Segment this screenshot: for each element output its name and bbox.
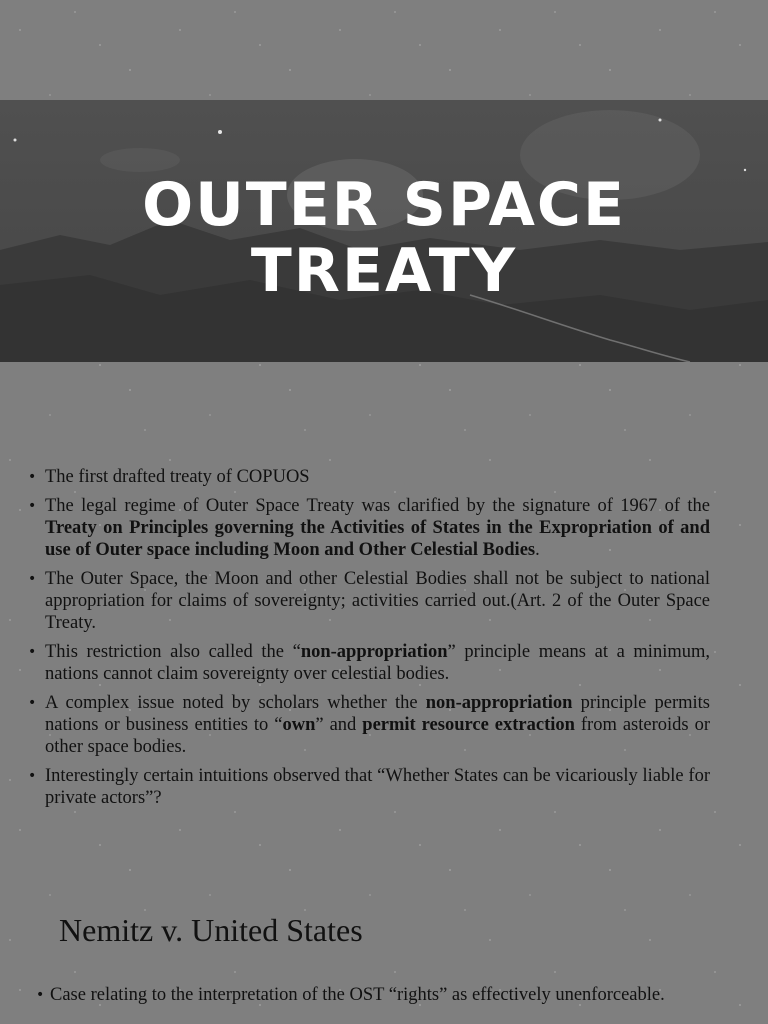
slide-title-line-1: OUTER SPACE [142, 170, 626, 240]
bullet-item: • The first drafted treaty of COPUOS [28, 466, 710, 488]
bullet-item: • The legal regime of Outer Space Treaty was clarified by the signature of 1967 of the Treaty on Principles governing the Activities of States in the Expropriation of and use of Outer space including Moon and Other Celestial Bodies. [28, 495, 710, 561]
emphasis: permit resource extraction [362, 715, 575, 735]
case-bullet-list [36, 984, 709, 1006]
treaty-bullet-list [28, 466, 710, 816]
bullet-item: • The Outer Space, the Moon and other Celestial Bodies shall not be subject to national appropriation for claims of sovereignty; activities carried out.(Art. 2 of the Outer Space Treaty. [28, 568, 710, 634]
bullet-item: • Interestingly certain intuitions observed that “Whether States can be vicariously liable for private actors”? [28, 765, 710, 809]
bullet-item: • A complex issue noted by scholars whether the non-appropriation principle permits nations or business entities to “own” and permit resource extraction from asteroids or other space bodies. [28, 692, 710, 758]
bullet-item: • Case relating to the interpretation of the OST “rights” as effectively unenforceable. [36, 984, 709, 1006]
bullet-item: • This restriction also called the “non-appropriation” principle means at a minimum, nations cannot claim sovereignty over celestial bodies. [28, 641, 710, 685]
title-slide-banner [0, 100, 768, 362]
slide-title-line-2: TREATY [250, 236, 518, 306]
emphasis: non-appropriation [425, 693, 573, 713]
slide-title [0, 172, 768, 304]
section-title: Nemitz v. United States [59, 912, 363, 948]
treaty-name: Treaty on Principles governing the Activities of States in the Expropriation of and use of Outer space including Moon and Other Celestial Bodies [45, 518, 710, 560]
emphasis: non-appropriation [300, 642, 448, 662]
emphasis: own [282, 715, 316, 735]
